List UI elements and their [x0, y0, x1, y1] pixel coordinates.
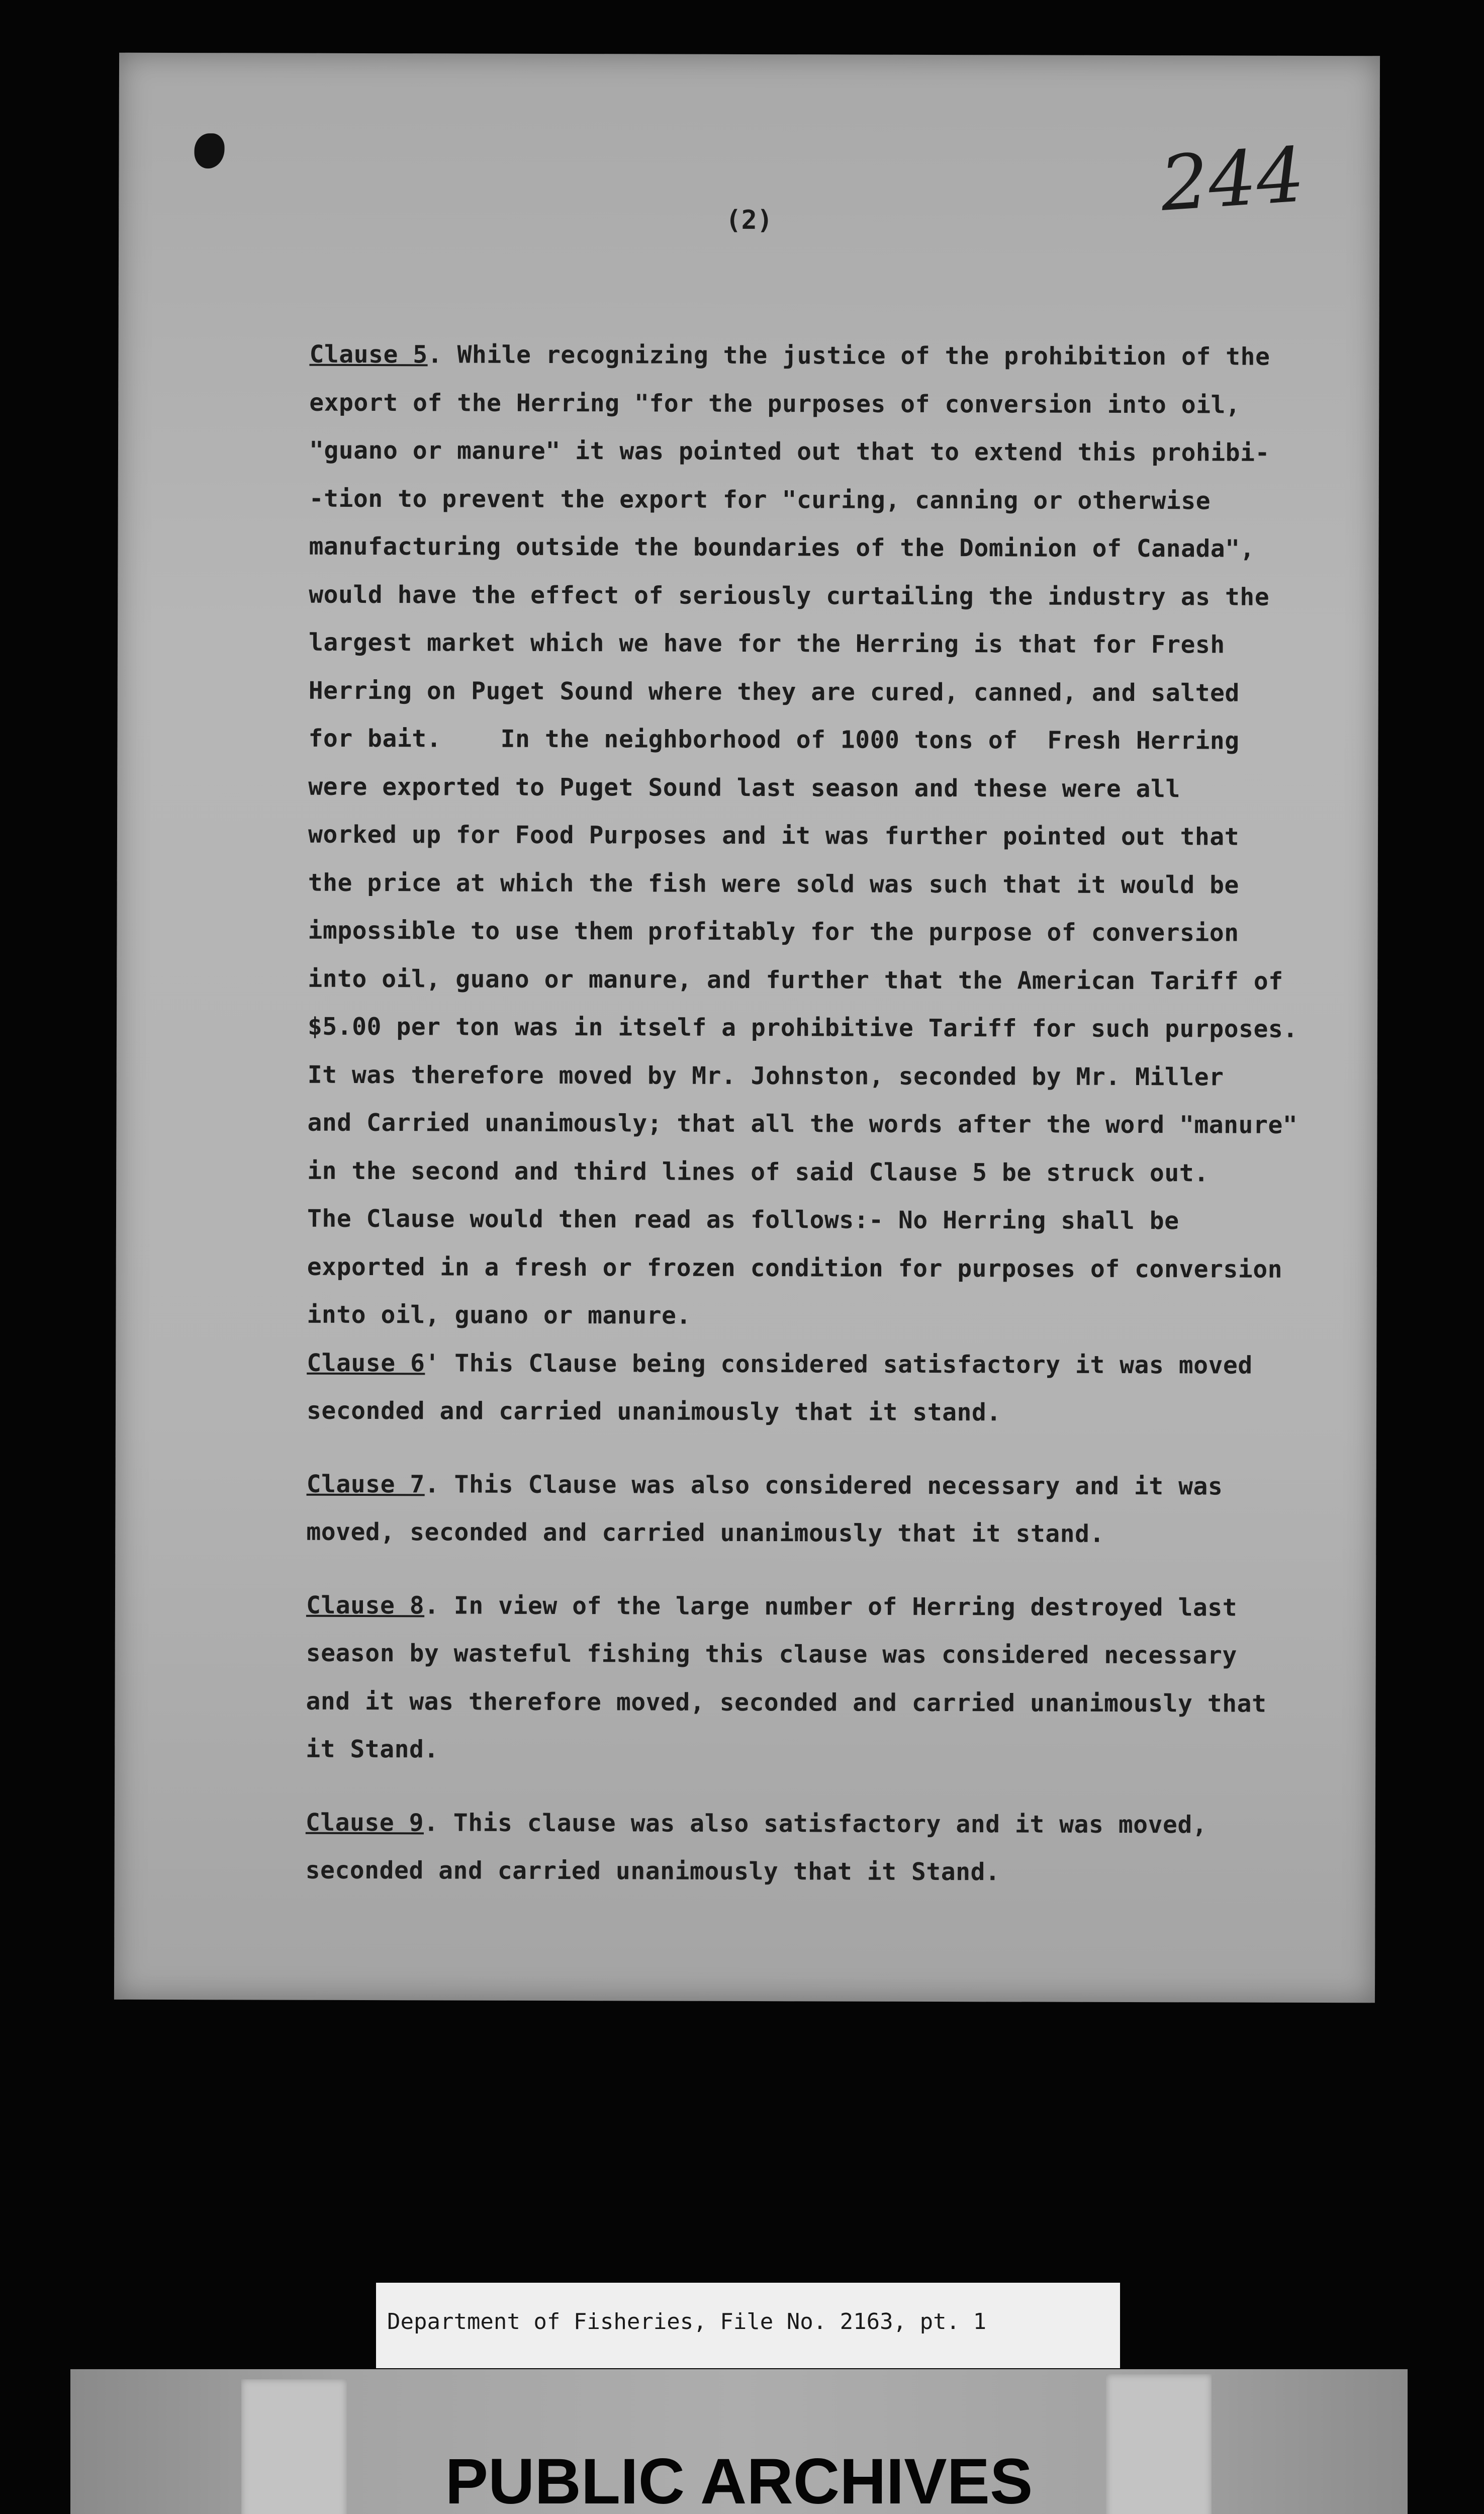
- text-line: It was therefore moved by Mr. Johnston, seconded by Mr. Miller: [307, 1060, 1224, 1091]
- text-line: Clause 7. This Clause was also considered necessary and it was: [306, 1470, 1223, 1500]
- text-line: -tion to prevent the export for "curing, canning or otherwise: [309, 484, 1211, 515]
- text-line: export of the Herring "for the purposes of conversion into oil,: [309, 388, 1241, 419]
- file-reference-tag: [376, 2283, 1120, 2368]
- text-line: season by wasteful fishing this clause was considered necessary: [306, 1639, 1237, 1670]
- clause-7-label: Clause 7: [306, 1470, 425, 1498]
- text-line: "guano or manure" it was pointed out that to extend this prohibi-: [309, 436, 1270, 467]
- text-line: impossible to use them profitably for the purpose of conversion: [308, 916, 1239, 947]
- text-line: exported in a fresh or frozen condition for purposes of conversion: [307, 1252, 1283, 1284]
- text-line: worked up for Food Purposes and it was further pointed out that: [308, 820, 1240, 851]
- file-reference-text: Department of Fisheries, File No. 2163, pt. 1: [387, 2309, 987, 2335]
- text-line: and it was therefore moved, seconded and carried unanimously that: [306, 1687, 1267, 1718]
- text-line: seconded and carried unanimously that it stand.: [306, 1396, 1001, 1427]
- text-line: manufacturing outside the boundaries of the Dominion of Canada",: [309, 532, 1255, 563]
- archives-title-en: PUBLIC ARCHIVES: [445, 2446, 1033, 2514]
- clause-5-label: Clause 5: [309, 340, 428, 369]
- text-line: $5.00 per ton was in itself a prohibitive Tariff for such purposes.: [307, 1012, 1298, 1043]
- minutes-text: [305, 331, 1435, 1898]
- text-line: Clause 8. In view of the large number of Herring destroyed last: [306, 1591, 1238, 1622]
- archives-board: [70, 2369, 1408, 2514]
- punch-hole: [194, 133, 224, 168]
- text-line: were exported to Puget Sound last season and these were all: [308, 772, 1180, 803]
- text-line: moved, seconded and carried unanimously that it stand.: [306, 1517, 1104, 1548]
- page-number: (2): [725, 205, 773, 236]
- text-line: Herring on Puget Sound where they are cured, canned, and salted: [308, 676, 1240, 707]
- folio-number: 244: [1157, 131, 1307, 228]
- text-line: Clause 6' This Clause being considered satisfactory it was moved: [307, 1349, 1253, 1380]
- text-line: into oil, guano or manure, and further that the American Tariff of: [308, 964, 1283, 996]
- text-line: seconded and carried unanimously that it Stand.: [305, 1856, 1000, 1887]
- text-line: and Carried unanimously; that all the words after the word "manure": [307, 1108, 1298, 1139]
- text-line: would have the effect of seriously curtailing the industry as the: [309, 580, 1270, 611]
- document-page: [114, 53, 1380, 2003]
- clause-8-label: Clause 8: [306, 1591, 425, 1620]
- clause-6-label: Clause 6: [307, 1349, 425, 1377]
- text-line: for bait. In the neighborhood of 1000 tons of Fresh Herring: [308, 724, 1240, 755]
- text-line: the price at which the fish were sold was such that it would be: [308, 868, 1239, 900]
- clause-9-label: Clause 9: [305, 1808, 424, 1837]
- text-line: it Stand.: [306, 1735, 439, 1764]
- text-line: largest market which we have for the Herring is that for Fresh: [308, 628, 1225, 659]
- text-line: Clause 9. This clause was also satisfactory and it was moved,: [305, 1808, 1208, 1839]
- text-line: in the second and third lines of said Clause 5 be struck out.: [307, 1156, 1209, 1187]
- text-line: The Clause would then read as follows:- No Herring shall be: [307, 1204, 1179, 1235]
- text-line: Clause 5. While recognizing the justice of the prohibition of the: [309, 340, 1270, 371]
- text-line: into oil, guano or manure.: [307, 1300, 691, 1330]
